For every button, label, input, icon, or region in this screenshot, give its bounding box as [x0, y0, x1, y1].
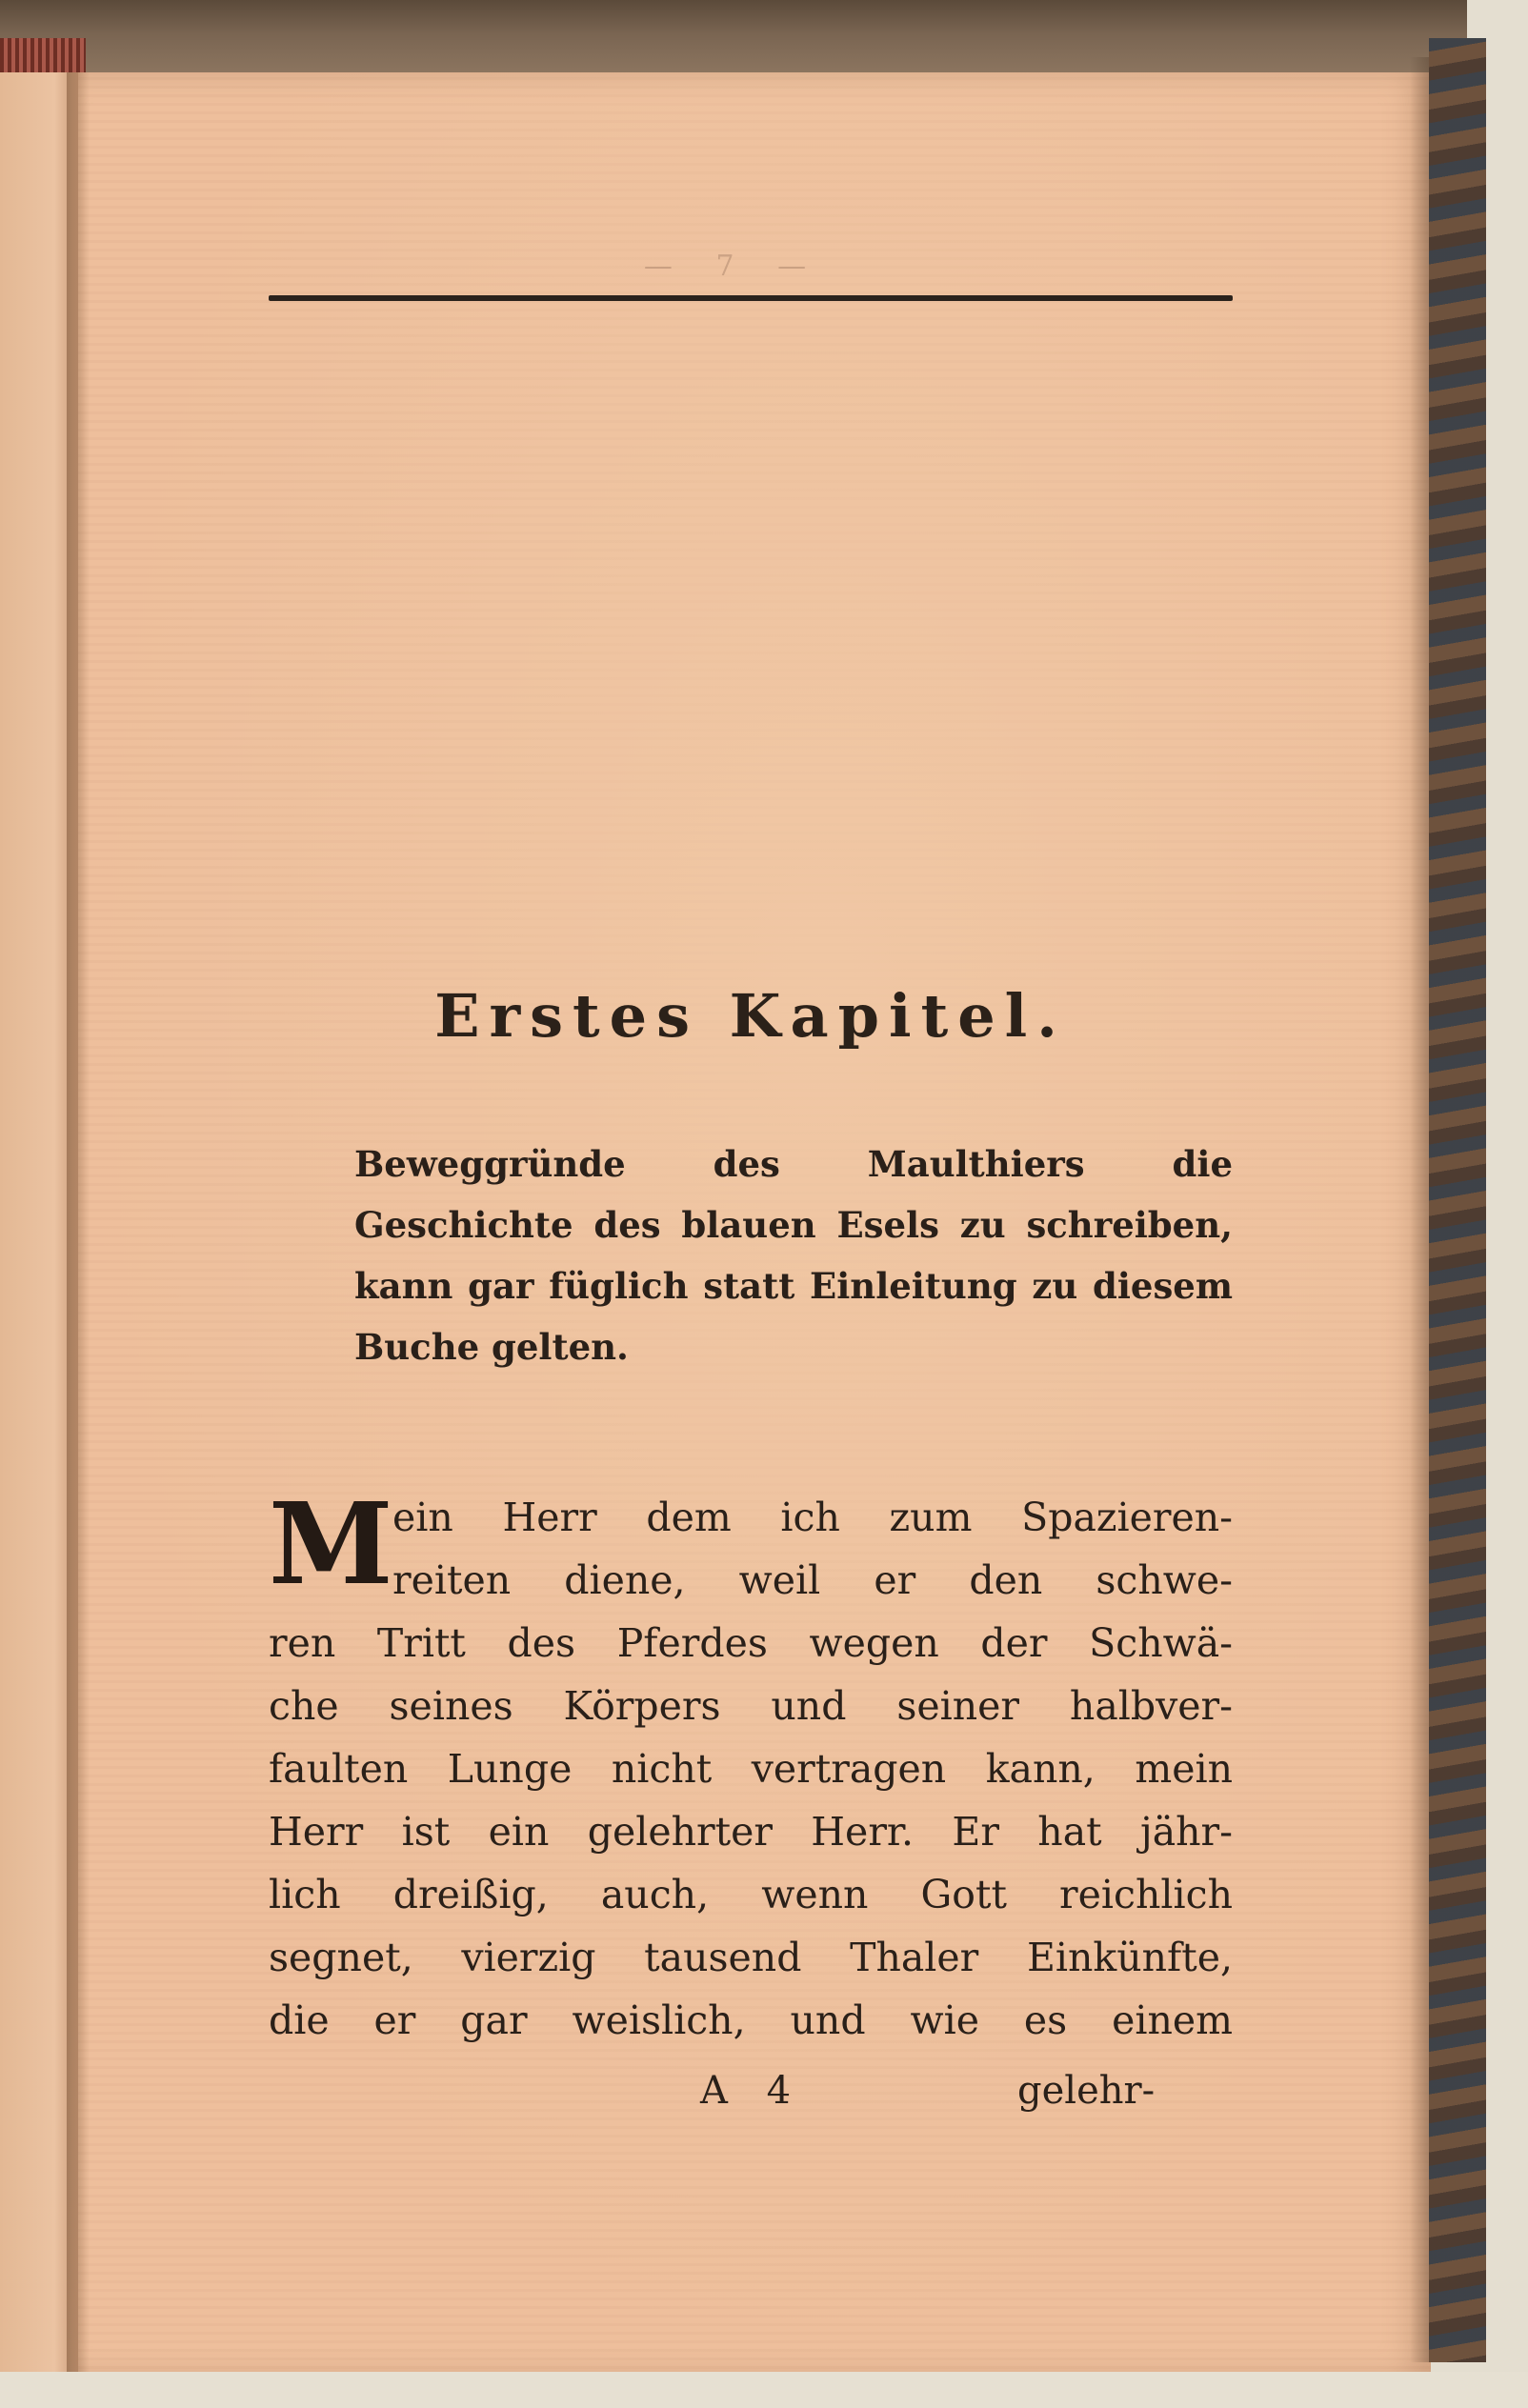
body-line: faulten Lunge nicht vertragen kann, mein: [269, 1746, 1233, 1792]
headband: [0, 38, 86, 76]
body-line: reiten diene, weil er den schwe-: [392, 1557, 1233, 1603]
drop-capital: M: [269, 1477, 393, 1610]
body-line: ein Herr dem ich zum Spazieren-: [392, 1495, 1233, 1540]
body-line: die er gar weislich, und wie es einem: [269, 1997, 1233, 2043]
chapter-title: Erstes Kapitel.: [434, 981, 1067, 1051]
catchword: gelehr-: [1017, 2069, 1156, 2113]
body-line: ren Tritt des Pferdes wegen der Schwä-: [269, 1620, 1233, 1666]
chapter-summary-text: Beweggründe des Maulthiers die Geschichte des blauen Esels zu schreiben, kann gar füglich statt Einleitung zu diesem Buche gelten.: [354, 1143, 1233, 1368]
body-line: che seines Körpers und seiner halbver-: [269, 1683, 1233, 1729]
body-line: segnet, vierzig tausend Thaler Einkünfte,: [269, 1935, 1233, 1980]
body-text: [269, 1477, 1233, 2052]
header-rule: [269, 295, 1233, 301]
page-folio-bleedthrough: — 7 —: [643, 250, 824, 283]
scan-bottom-margin: [0, 2372, 1528, 2408]
signature-mark: A 4: [700, 2069, 805, 2113]
body-line: lich dreißig, auch, wenn Gott reichlich: [269, 1872, 1233, 1917]
book-cover-top: [0, 0, 1467, 76]
marbled-cover-edge: [1429, 38, 1486, 2362]
body-line: Herr ist ein gelehrter Herr. Er hat jähr-: [269, 1809, 1233, 1855]
chapter-summary: [269, 1134, 1233, 1377]
page-gutter: [67, 72, 90, 2378]
